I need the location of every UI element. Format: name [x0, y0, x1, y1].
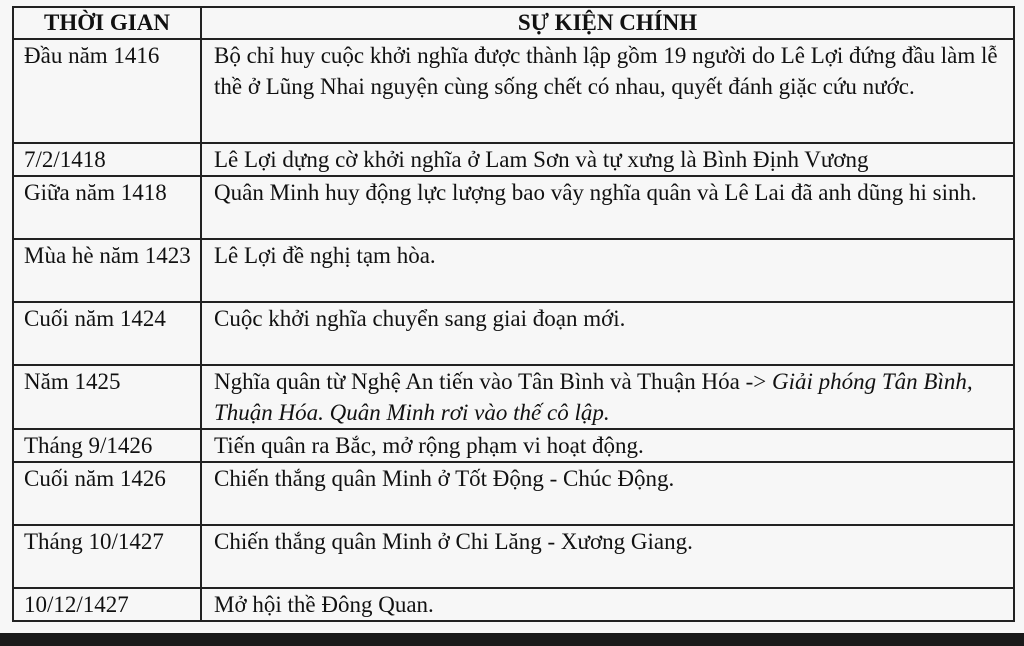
table-row — [13, 525, 1014, 588]
event-cell: Bộ chỉ huy cuộc khởi nghĩa được thành lập gồm 19 người do Lê Lợi đứng đầu làm lễ thề ở Lũng Nhai nguyện cùng sống chết có nhau, quyết đánh giặc cứu nước. — [201, 39, 1014, 143]
event-cell: Mở hội thề Đông Quan. — [201, 588, 1014, 621]
event-cell: Quân Minh huy động lực lượng bao vây nghĩa quân và Lê Lai đã anh dũng hi sinh. — [201, 176, 1014, 239]
timeline-table — [12, 6, 1015, 622]
table-row — [13, 462, 1014, 525]
table-row — [13, 365, 1014, 429]
table-row — [13, 176, 1014, 239]
event-cell: Cuộc khởi nghĩa chuyển sang giai đoạn mới. — [201, 302, 1014, 365]
event-cell: Lê Lợi dựng cờ khởi nghĩa ở Lam Sơn và tự xưng là Bình Định Vương — [201, 143, 1014, 176]
table-row — [13, 302, 1014, 365]
table-row — [13, 239, 1014, 302]
event-cell: Chiến thắng quân Minh ở Chi Lăng - Xương Giang. — [201, 525, 1014, 588]
table-row — [13, 39, 1014, 143]
time-cell: Cuối năm 1424 — [13, 302, 201, 365]
time-cell: Giữa năm 1418 — [13, 176, 201, 239]
time-cell: Năm 1425 — [13, 365, 201, 429]
table-row — [13, 588, 1014, 621]
header-event: SỰ KIỆN CHÍNH — [201, 7, 1014, 39]
bottom-dark-strip — [0, 633, 1024, 646]
table-row — [13, 143, 1014, 176]
header-time: THỜI GIAN — [13, 7, 201, 39]
table-header-row — [13, 7, 1014, 39]
time-cell: 7/2/1418 — [13, 143, 201, 176]
time-cell: Mùa hè năm 1423 — [13, 239, 201, 302]
event-text: Nghĩa quân từ Nghệ An tiến vào Tân Bình và Thuận Hóa -> — [214, 369, 767, 394]
event-cell — [201, 365, 1014, 429]
event-cell: Tiến quân ra Bắc, mở rộng phạm vi hoạt động. — [201, 429, 1014, 462]
event-cell: Lê Lợi đề nghị tạm hòa. — [201, 239, 1014, 302]
time-cell: Tháng 10/1427 — [13, 525, 201, 588]
time-cell: 10/12/1427 — [13, 588, 201, 621]
event-cell: Chiến thắng quân Minh ở Tốt Động - Chúc Động. — [201, 462, 1014, 525]
time-cell: Tháng 9/1426 — [13, 429, 201, 462]
time-cell: Đầu năm 1416 — [13, 39, 201, 143]
event-italic-text: Giải phóng Tân Bình, Thuận Hóa. Quân Minh rơi vào thế cô lập. — [214, 369, 973, 425]
table-row — [13, 429, 1014, 462]
time-cell: Cuối năm 1426 — [13, 462, 201, 525]
